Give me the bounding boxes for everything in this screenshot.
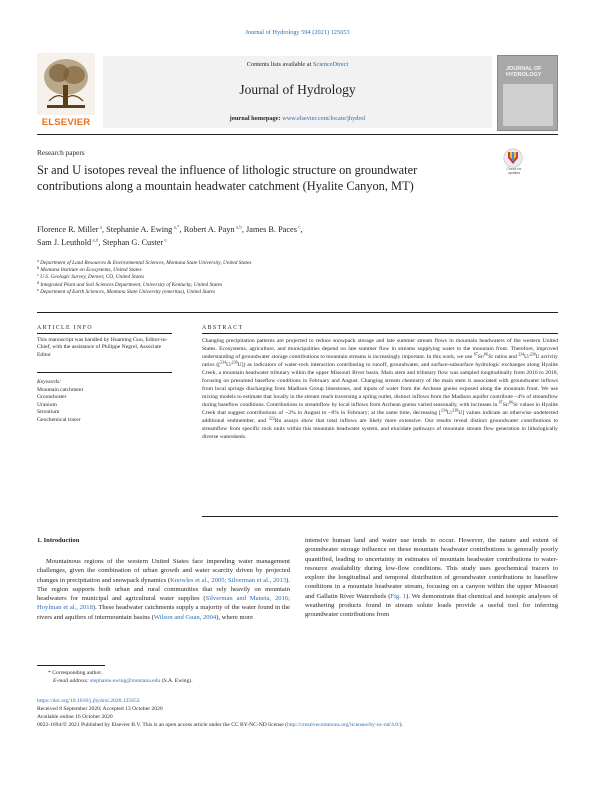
editor-note: This manuscript was handled by Huaming Guo, Editor-in-Chief, with the assistance of Philippe Negrel, Associate Editor <box>37 337 168 358</box>
email-link[interactable]: stephanie.ewing@montana.edu <box>90 677 161 684</box>
affiliation-marker: a <box>37 258 39 263</box>
isotope-sup: 234 <box>440 408 447 413</box>
author-affiliation-marker[interactable]: e <box>163 238 167 243</box>
header-rule <box>37 134 558 135</box>
publisher-name: ELSEVIER <box>41 117 91 128</box>
homepage-prefix: journal homepage: <box>229 115 283 122</box>
affiliation-marker: c <box>37 272 39 278</box>
keywords-heading: Keywords: <box>37 379 62 385</box>
keywords-rule <box>37 372 172 373</box>
affiliation-item <box>37 286 537 296</box>
cover-title: JOURNAL OF HYDROLOGY <box>506 66 542 78</box>
citation-link[interactable]: Knowles et al., 2005; Silverman et al., 2013 <box>170 576 287 584</box>
online-date: Available online 16 October 2020 <box>37 713 113 720</box>
abstract-end-rule <box>202 516 558 517</box>
received-dates: Received 8 September 2020; Accepted 13 October 2020 <box>37 705 163 712</box>
contents-prefix: Contents lists available at <box>246 61 313 68</box>
affiliation-text: Department of Land Resources & Environmental Sciences, Montana State University, United States <box>38 260 252 266</box>
affiliation-item <box>37 274 537 281</box>
isotope-sup: 238 <box>452 408 459 413</box>
author-affiliation-marker[interactable]: a,* <box>172 225 180 231</box>
author-affiliation-marker[interactable]: c <box>296 225 301 231</box>
abstract-rule <box>202 333 558 334</box>
footnote-rule <box>37 665 105 666</box>
intro-text: ). These headwater catchments supply a majority of the water found in the rivers and aquifers of intermountain basins ( <box>37 604 290 621</box>
author-name[interactable]: Stephanie A. Ewing <box>106 225 173 234</box>
intro-column-left <box>37 557 290 622</box>
author-name[interactable]: Sam J. Leuthold <box>37 237 92 247</box>
keyword-item: Uranium <box>37 401 57 408</box>
abstract-text: Changing precipitation patterns are projected to reduce snowpack storage and late summer stream flows in mountain headwaters of the western United States. Ecosystems, agriculture, and municipalities depend on late summer flow in streams supplying water to the mountain front. Therefore, improved understanding of groundwater storage contributions to mountain streams is increasingly important. In this work, we use $^{87}$Sr/$^{86}$Sr ratios and $^{234}$U/$^{238}$U activity ratios ([$^{234}$U/$^{238}$U]) as indicators of water-rock interaction contributing to runoff, groundwater, and surface-subsurface hydrologic exchanges along Hyalite Creek, a mountain headwater tributary within the upper Missouri River basin. Main stem and tributary flow was sampled longitudinally from 2016 to 2018, focusing on presumed baseflow conditions in February and August. Changing stream chemistry of the main stem is associated with groundwater inflows from local springs discharging from Madison Group limestones, and inputs of water from the Archean gneiss exposed along the mountain front. We use mixing models to estimate that locally in the stream reach traversing a spring outlet, distinct inflows from the Madison aquifer contribute ~4% of streamflow during baseflow conditions. Contributions to streamflow by local inflows from Archean gneiss varied seasonally, with increases in $^{87}$Sr/$^{86}$Sr values in Hyalite Creek that suggest contributions of ~2% in August to ~8% in February; at the same time, decreasing [$^{234}$U/$^{238}$U] values indicate an otherwise undetected additional endmember, and $^{222}$Rn assays show that total inflows are likely more extensive. Our results reveal distinct groundwater contributions to streamflow from specific rock units within this mountain headwater system, and elucidate pathways of mountain stream flow generation in lithologically diverse watersheds. <box>202 338 558 441</box>
sciencedirect-link[interactable]: ScienceDirect <box>312 61 349 68</box>
affiliation-marker: e <box>37 286 39 292</box>
journal-reference[interactable]: Journal of Hydrology 594 (2021) 125653 <box>245 29 350 36</box>
article-info-heading: ARTICLE INFO <box>37 325 93 331</box>
section-heading-introduction: 1. Introduction <box>37 537 80 544</box>
intro-text: ). The region supports both urban and rural communities that rely heavily on mountain headwaters for municipal and agricultural water supplies ( <box>37 576 291 603</box>
abstract-part: U]) as indicators of water-rock interaction contributing to runoff, groundwater, and surface-subsurface hydrologic exchanges along Hyalite Creek, a mountain headwater tributary within the upper Missouri River basin. Main stem and tributary flow was sampled longitudinally from 2016 to 2018, focusing on presumed baseflow conditions in February and August. Changing stream chemistry of the main stem is associated with groundwater inflows from local springs discharging from Madison Group limestones, and inputs of water from the Archean gneiss exposed along the mountain front. We use mixing models to estimate that locally in the stream reach traversing a spring outlet, distinct inflows from the Madison aquifer contribute ~4% of streamflow during baseflow conditions. Contributions to streamflow by local inflows from Archean gneiss varied seasonally, with increases in <box>202 362 558 409</box>
affiliation-item <box>37 279 537 289</box>
license-text: ). <box>399 721 403 728</box>
keyword-list <box>37 387 172 424</box>
isotope-sup: 238 <box>529 352 536 357</box>
homepage-link[interactable]: www.elsevier.com/locate/jhydrol <box>282 115 366 122</box>
doi-link[interactable]: https://doi.org/10.1016/j.jhydrol.2020.125653 <box>37 698 140 704</box>
affiliation-list <box>37 260 537 296</box>
article-title: Sr and U isotopes reveal the influence of lithologic structure on groundwater contributions along a mountain headwater catchment (Hyalite Canyon, MT) <box>37 163 418 193</box>
affiliation-text: U.S. Geologic Survey, Denver, CO, United States <box>38 274 145 281</box>
intro-column-right <box>305 536 558 620</box>
isotope-sup: 238 <box>231 360 238 365</box>
intro-text: ). We demonstrate that chemical and isotopic analyses of weathering products found in stream solute loads provide a useful tool for inferring groundwater contributions from <box>305 592 558 619</box>
author-affiliation-marker[interactable]: a <box>98 225 103 231</box>
citation-link[interactable]: Wilson and Guan, 2004 <box>153 613 217 621</box>
crossmark-label[interactable]: Check for updates <box>506 167 522 175</box>
author-name[interactable]: Robert A. Payn <box>183 225 235 234</box>
journal-title: Journal of Hydrology <box>239 82 356 97</box>
author-separator: , <box>179 225 184 234</box>
keyword-item: Groundwater <box>37 394 67 401</box>
intro-text: Mountainous regions of the western United States face impending water management challenges, given the combination of urban growth and water scarcity driven by projected changes in precipitation and snowpack dynamics ( <box>37 558 290 584</box>
isotope-sup: 87 <box>498 400 503 405</box>
author-affiliation-marker[interactable]: a,d <box>91 238 99 243</box>
isotope-sup: 86 <box>484 352 489 357</box>
cover-image <box>503 84 553 126</box>
citation-link[interactable]: Silverman and Maneta, 2016; Hoylman et al., 2018 <box>37 595 290 612</box>
isotope-sup: 234 <box>220 360 227 365</box>
author-separator: , <box>300 225 303 234</box>
footnote-text: Corresponding author. <box>50 670 103 676</box>
email-owner: (S.A. Ewing). <box>160 677 193 684</box>
abstract-part: U activity ratios ([ <box>202 354 558 369</box>
author-name[interactable]: Stephan G. Custer <box>102 237 164 247</box>
abstract-part: Sr values in Hyalite Creek that suggest contributions of ~2% in August to ~8% in February; at the same time, decreasing [ <box>202 402 558 417</box>
author-list <box>37 224 537 249</box>
keyword-item: Geochemical tracer <box>37 416 81 423</box>
abstract-heading: ABSTRACT <box>202 325 244 331</box>
article-type: Research papers <box>37 148 85 157</box>
isotope-sup: 87 <box>473 352 478 357</box>
affiliation-marker: d <box>37 279 39 285</box>
affiliation-marker: b <box>37 265 39 271</box>
affiliation-text: Montana Institute on Ecosystems, United States <box>39 267 142 274</box>
author-separator: , <box>241 225 247 234</box>
isotope-sup: 234 <box>518 352 525 357</box>
affiliation-text: Integrated Plant and Soil Sciences Department, University of Kentucky, United States <box>39 281 223 288</box>
abstract-part: ratios and <box>493 354 519 361</box>
footnote-marker: * <box>48 670 51 676</box>
figure-link[interactable]: Fig. 1 <box>390 592 407 600</box>
keyword-item: Mountain catchment <box>37 387 84 393</box>
corresponding-author-footnote <box>48 670 348 686</box>
author-name[interactable]: James B. Paces <box>246 225 297 234</box>
email-label: E-mail address: <box>53 677 91 684</box>
contents-line <box>103 61 492 68</box>
isotope-sup: 86 <box>509 400 514 405</box>
affiliation-rule <box>37 312 558 313</box>
abstract-part: U] values indicate an otherwise undetected additional endmember, and <box>202 410 558 425</box>
license-link[interactable]: http://creativecommons.org/licenses/by-nc-nd/4.0/ <box>286 721 400 728</box>
keyword-item: Strontium <box>37 409 60 416</box>
isotope-sup: 222 <box>268 416 275 421</box>
abstract-part: Rn assays show that total inflows are likely more extensive. Our results reveal distinct groundwater contributions to streamflow from specific rock units within this mountain headwater system, and elucidate pathways of mountain stream flow generation in lithologically diverse watersheds. <box>202 418 558 441</box>
license-text: 0022-1694/© 2021 Published by Elsevier B.V. This is an open access article under the CC BY-NC-ND license ( <box>37 721 287 728</box>
crossmark-icon[interactable] <box>503 148 523 168</box>
author-separator: , <box>102 225 107 234</box>
abstract-part: Changing precipitation patterns are projected to reduce snowpack storage and late summer stream flows in mountain headwaters of the western United States. Ecosystems, agriculture, and municipalities depend on late summer flow in streams supplying water to the mountain front. Therefore, improved understanding of groundwater storage contributions to mountain streams is increasingly important. In this work, we use <box>202 338 558 361</box>
author-name[interactable]: Florence R. Miller <box>37 225 99 234</box>
author-separator: , <box>98 237 103 247</box>
intro-text: intensive human land and water use tends to occur. However, the nature and extent of groundwater storage influence on these mountain headwater contributions is generally poorly quantified, leading to uncertainty in estimates of mountain headwater contributions to water-resource availability during low-flow conditions. This study uses geochemical tracers to explore the longitudinal and temporal distribution of groundwater contributions to baseflow conditions in a mountain headwater stream, focusing on a canyon within the upper Missouri and Gallatin River Watersheds ( <box>305 537 558 600</box>
intro-text: ), where more <box>216 613 253 621</box>
homepage-line <box>103 115 492 122</box>
article-footer <box>37 698 577 730</box>
author-affiliation-marker[interactable]: a,b <box>234 225 242 231</box>
article-info-rule <box>37 333 172 334</box>
affiliation-text: Department of Earth Sciences, Montana State University (emeritus), United States <box>38 288 216 295</box>
